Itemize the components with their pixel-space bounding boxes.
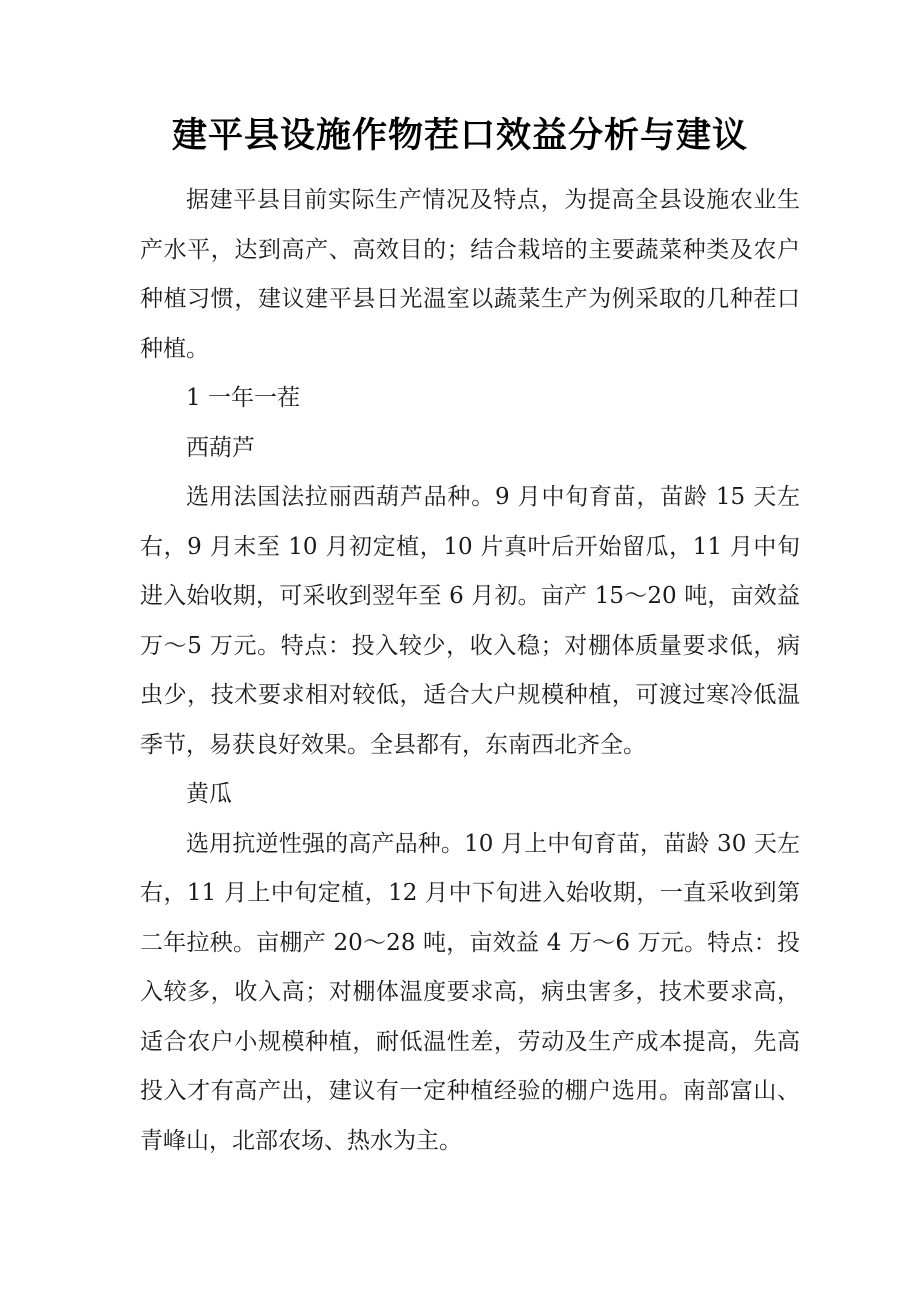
zucchini-paragraph: 选用法国法拉丽西葫芦品种。9 月中旬育苗，苗龄 15 天左右，9 月末至 10 月初定植，10 片真叶后开始留瓜，11 月中旬进入始收期，可采收到翌年至 6 月初。亩产 15～20 吨，亩效益万～5 万元。特点：投入较少，收入稳；对棚体质量要求低，病虫少，技术要求相对较低，适合大户规模种植，可渡过寒冷低温季节，易获良好效果。全县都有，东南西北齐全。 <box>140 484 800 758</box>
subheading-cucumber: 黄瓜 <box>186 781 232 807</box>
subheading-zucchini: 西葫芦 <box>186 434 255 461</box>
cucumber-paragraph: 选用抗逆性强的高产品种。10 月上中旬育苗，苗龄 30 天左右，11 月上中旬定植，12 月中下旬进入始收期，一直采收到第二年拉秧。亩棚产 20～28 吨，亩效益 4 万～6 万元。特点：投入较多，收入高；对棚体温度要求高，病虫害多，技术要求高，适合农户小规模种植，耐低温性差，劳动及生产成本提高，先高投入才有高产出，建议有一定种植经验的棚户选用。南部富山、青峰山，北部农场、热水为主。 <box>140 830 800 1154</box>
intro-paragraph: 据建平县目前实际生产情况及特点，为提高全县设施农业生产水平，达到高产、高效目的；结合栽培的主要蔬菜种类及农户种植习惯，建议建平县日光温室以蔬菜生产为例采取的几种茬口种植。 <box>140 187 800 362</box>
document-title: 建平县设施作物茬口效益分析与建议 <box>171 115 748 156</box>
document-body <box>140 176 800 1166</box>
section-heading: 1 一年一茬 <box>186 385 300 411</box>
